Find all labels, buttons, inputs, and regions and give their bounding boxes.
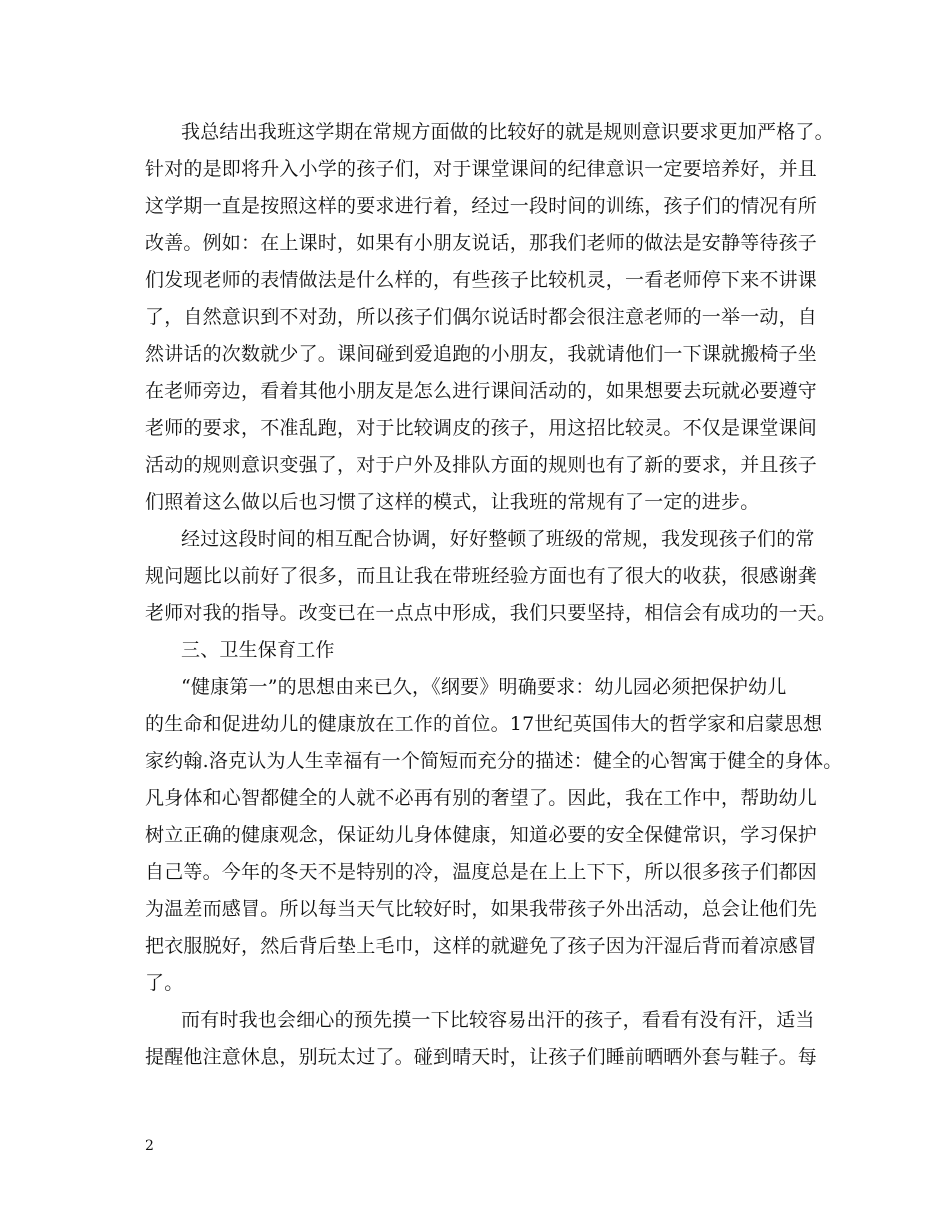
section-heading: 三、卫生保育工作 — [181, 639, 335, 661]
paragraph-line: 而有时我也会细心的预先摸一下比较容易出汗的孩子，看看有没有汗，适当 — [181, 1009, 815, 1031]
paragraph-line: 在老师旁边，看着其他小朋友是怎么进行课间活动的，如果想要去玩就必要遵守 — [145, 380, 818, 402]
paragraph-line: 改善。例如：在上课时，如果有小朋友说话，那我们老师的做法是安静等待孩子 — [145, 232, 818, 254]
paragraph-line: 们发现老师的表情做法是什么样的，有些孩子比较机灵，一看老师停下来不讲课 — [145, 269, 818, 291]
paragraph-line: 老师的要求，不准乱跑，对于比较调皮的孩子，用这招比较灵。不仅是课堂课间 — [145, 417, 818, 439]
paragraph-line: 提醒他注意休息，别玩太过了。碰到晴天时，让孩子们睡前晒晒外套与鞋子。每 — [145, 1046, 818, 1068]
paragraph-line: 活动的规则意识变强了，对于户外及排队方面的规则也有了新的要求，并且孩子 — [145, 454, 818, 476]
paragraph-line: 这学期一直是按照这样的要求进行着，经过一段时间的训练，孩子们的情况有所 — [145, 195, 818, 217]
paragraph-line: 然讲话的次数就少了。课间碰到爱追跑的小朋友，我就请他们一下课就搬椅子坐 — [145, 343, 818, 365]
paragraph-line: 经过这段时间的相互配合协调，好好整顿了班级的常规，我发现孩子们的常 — [181, 528, 815, 550]
page-number: 2 — [145, 1138, 154, 1154]
paragraph-line: 凡身体和心智都健全的人就不必再有别的奢望了。因此，我在工作中，帮助幼儿 — [145, 787, 818, 809]
paragraph-line: 了，自然意识到不对劲，所以孩子们偶尔说话时都会很注意老师的一举一动，自 — [145, 306, 818, 328]
paragraph-line: 把衣服脱好，然后背后垫上毛巾，这样的就避免了孩子因为汗湿后背而着凉感冒 — [145, 935, 818, 957]
paragraph-line: 家约翰.洛克认为人生幸福有一个简短而充分的描述：健全的心智寓于健全的身体。 — [145, 750, 843, 772]
paragraph-line: 们照着这么做以后也习惯了这样的模式，让我班的常规有了一定的进步。 — [145, 491, 760, 513]
paragraph-line: 老师对我的指导。改变已在一点点中形成，我们只要坚持，相信会有成功的一天。 — [145, 602, 837, 624]
paragraph-line: “健康第一”的思想由来已久，《纲要》明确要求：幼儿园必须把保护幼儿 — [181, 676, 787, 698]
paragraph-line: 了。 — [145, 972, 184, 994]
paragraph-line: 树立正确的健康观念，保证幼儿身体健康，知道必要的安全保健常识，学习保护 — [145, 824, 818, 846]
paragraph-line: 为温差而感冒。所以每当天气比较好时，如果我带孩子外出活动，总会让他们先 — [145, 898, 818, 920]
paragraph-line: 规问题比以前好了很多，而且让我在带班经验方面也有了很大的收获，很感谢龚 — [145, 565, 818, 587]
paragraph-line: 自己等。今年的冬天不是特别的冷，温度总是在上上下下，所以很多孩子们都因 — [145, 861, 818, 883]
paragraph-line: 我总结出我班这学期在常规方面做的比较好的就是规则意识要求更加严格了。 — [181, 121, 834, 143]
paragraph-line: 的生命和促进幼儿的健康放在工作的首位。17世纪英国伟大的哲学家和启蒙思想 — [145, 713, 823, 735]
paragraph-line: 针对的是即将升入小学的孩子们，对于课堂课间的纪律意识一定要培养好，并且 — [145, 158, 818, 180]
